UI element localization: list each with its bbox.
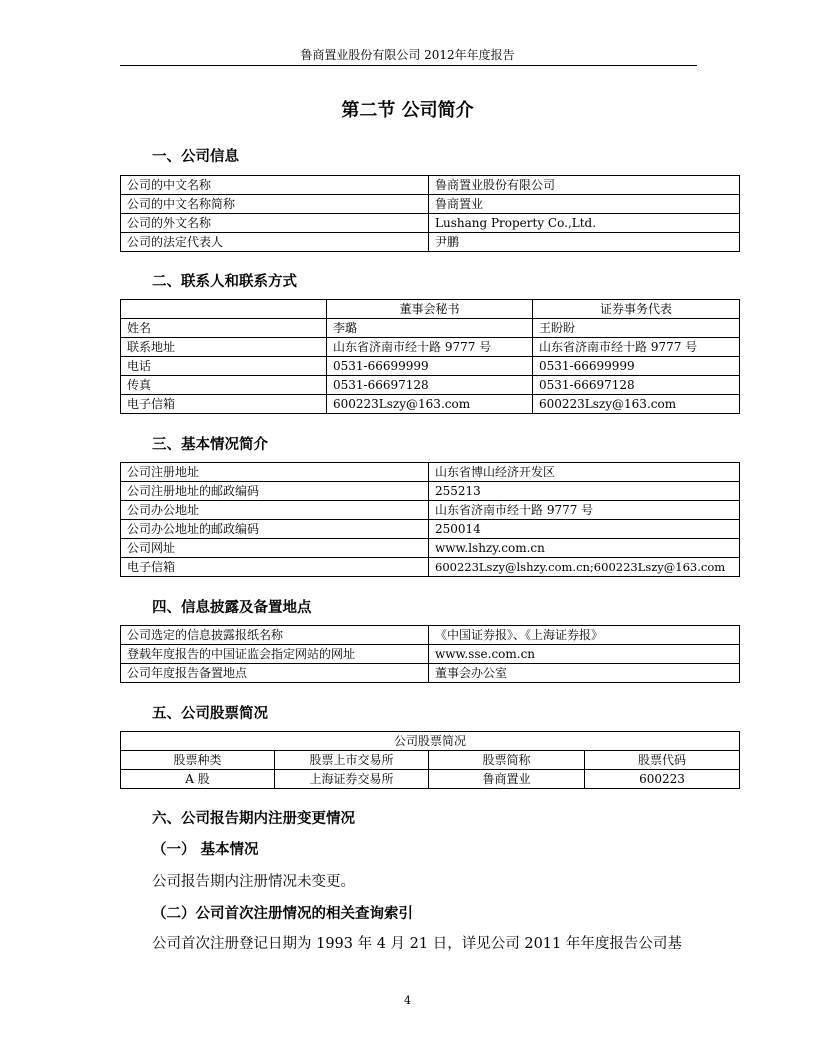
- table-cell: 联系地址: [121, 338, 327, 357]
- table-row: [121, 176, 740, 195]
- table-cell-value: www.lshzy.com.cn: [429, 539, 740, 558]
- table-cell-value: Lushang Property Co.,Ltd.: [429, 214, 740, 233]
- table-caption-row: [121, 732, 740, 751]
- table-cell-label: 公司办公地址: [121, 501, 429, 520]
- table-cell-label: 公司网址: [121, 539, 429, 558]
- table-cell-value: 600223Lszy@lshzy.com.cn;600223Lszy@163.com: [429, 558, 740, 577]
- table-cell: 0531-66699999: [327, 357, 533, 376]
- table-cell-value: 鲁商置业: [429, 195, 740, 214]
- table-row: [121, 501, 740, 520]
- table-cell-label: 公司的法定代表人: [121, 233, 429, 252]
- page-number: 4: [404, 994, 411, 1007]
- table-cell: 600223Lszy@163.com: [533, 395, 740, 414]
- table-row: [121, 482, 740, 501]
- section-heading-disclosure: 四、信息披露及备置地点: [152, 600, 312, 616]
- table-cell: 上海证券交易所: [275, 770, 429, 789]
- contacts-table: [120, 299, 740, 414]
- table-row: [121, 233, 740, 252]
- table-row: [121, 319, 740, 338]
- table-caption: 公司股票简况: [121, 732, 740, 751]
- table-row: [121, 539, 740, 558]
- table-cell-label: 公司年度报告备置地点: [121, 664, 429, 683]
- table-cell: 李璐: [327, 319, 533, 338]
- table-header-row: [121, 751, 740, 770]
- paragraph: 公司报告期内注册情况未变更。: [152, 874, 355, 890]
- table-cell-value: 山东省博山经济开发区: [429, 463, 740, 482]
- table-row: [121, 195, 740, 214]
- table-cell: 王盼盼: [533, 319, 740, 338]
- table-row: [121, 645, 740, 664]
- subsection-heading-first-registration: （二）公司首次注册情况的相关查询索引: [152, 906, 413, 922]
- table-header-cell: 股票代码: [585, 751, 740, 770]
- table-row: [121, 395, 740, 414]
- table-row: [121, 770, 740, 789]
- running-header: 鲁商置业股份有限公司 2012年年度报告: [300, 48, 515, 62]
- table-cell-value: 255213: [429, 482, 740, 501]
- table-cell-value: 尹鹏: [429, 233, 740, 252]
- table-cell-value: 鲁商置业股份有限公司: [429, 176, 740, 195]
- table-row: [121, 626, 740, 645]
- table-header-cell: 董事会秘书: [327, 300, 533, 319]
- table-cell-label: 公司的外文名称: [121, 214, 429, 233]
- table-cell: 600223: [585, 770, 740, 789]
- header-rule: [120, 65, 697, 66]
- section-heading-company-info: 一、公司信息: [152, 149, 239, 165]
- table-header-cell: 股票简称: [429, 751, 585, 770]
- table-row: [121, 520, 740, 539]
- table-cell-label: 公司的中文名称: [121, 176, 429, 195]
- stock-table: [120, 731, 740, 789]
- section-heading-stock: 五、公司股票简况: [152, 706, 268, 722]
- table-row: [121, 357, 740, 376]
- table-header-row: [121, 300, 740, 319]
- table-cell-label: 公司注册地址的邮政编码: [121, 482, 429, 501]
- table-header-cell: [121, 300, 327, 319]
- table-row: [121, 376, 740, 395]
- section-heading-basic-info: 三、基本情况简介: [152, 437, 268, 453]
- page-title: 第二节 公司简介: [341, 100, 474, 121]
- table-header-cell: 股票上市交易所: [275, 751, 429, 770]
- table-cell: 600223Lszy@163.com: [327, 395, 533, 414]
- table-cell: A 股: [121, 770, 275, 789]
- paragraph: 公司首次注册登记日期为 1993 年 4 月 21 日，详见公司 2011 年年度报告公司基: [152, 936, 682, 952]
- table-row: [121, 338, 740, 357]
- table-cell: 0531-66697128: [327, 376, 533, 395]
- table-cell-label: 公司选定的信息披露报纸名称: [121, 626, 429, 645]
- table-header-cell: 证券事务代表: [533, 300, 740, 319]
- table-row: [121, 558, 740, 577]
- basic-info-table: [120, 462, 740, 577]
- company-info-table: [120, 175, 740, 252]
- table-cell: 鲁商置业: [429, 770, 585, 789]
- table-cell-label: 公司办公地址的邮政编码: [121, 520, 429, 539]
- table-cell: 姓名: [121, 319, 327, 338]
- table-row: [121, 664, 740, 683]
- table-cell: 0531-66697128: [533, 376, 740, 395]
- table-cell-value: 《中国证券报》、《上海证券报》: [429, 626, 740, 645]
- table-cell-value: 董事会办公室: [429, 664, 740, 683]
- table-cell-value: 250014: [429, 520, 740, 539]
- table-cell-label: 电子信箱: [121, 558, 429, 577]
- subsection-heading-basic: （一） 基本情况: [152, 842, 259, 858]
- table-cell: 传真: [121, 376, 327, 395]
- table-row: [121, 214, 740, 233]
- table-row: [121, 463, 740, 482]
- table-cell-value: www.sse.com.cn: [429, 645, 740, 664]
- table-cell-label: 登载年度报告的中国证监会指定网站的网址: [121, 645, 429, 664]
- section-heading-contacts: 二、联系人和联系方式: [152, 274, 297, 290]
- table-cell-value: 山东省济南市经十路 9777 号: [429, 501, 740, 520]
- table-header-cell: 股票种类: [121, 751, 275, 770]
- section-heading-registration: 六、公司报告期内注册变更情况: [152, 811, 355, 827]
- disclosure-table: [120, 625, 740, 683]
- table-cell: 0531-66699999: [533, 357, 740, 376]
- table-cell: 山东省济南市经十路 9777 号: [533, 338, 740, 357]
- table-cell-label: 公司的中文名称简称: [121, 195, 429, 214]
- table-cell: 电子信箱: [121, 395, 327, 414]
- table-cell: 山东省济南市经十路 9777 号: [327, 338, 533, 357]
- table-cell-label: 公司注册地址: [121, 463, 429, 482]
- table-cell: 电话: [121, 357, 327, 376]
